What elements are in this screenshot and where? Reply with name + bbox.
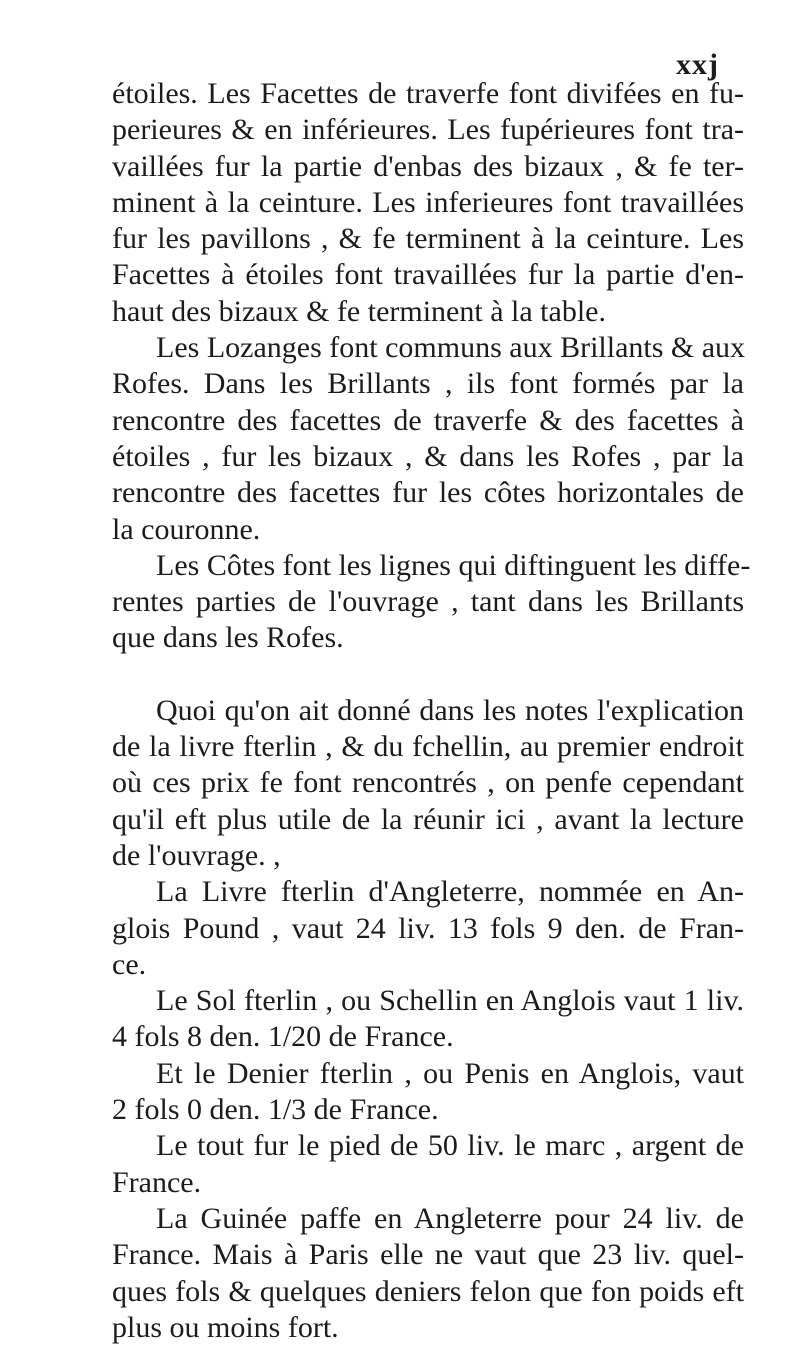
paragraph-p5 xyxy=(112,874,744,983)
page-text xyxy=(112,76,751,1346)
text-line: que dans les Rofes. xyxy=(112,621,344,655)
text-line: plus ou moins fort. xyxy=(112,1310,339,1344)
paragraph-p6 xyxy=(112,983,744,1056)
page-folio: xxj xyxy=(676,48,719,81)
text-line: qu'il eft plus utile de la réunir ici , avant la lecture xyxy=(112,802,744,836)
text-line: étoiles , fur les bizaux , & dans les Rofes , par la xyxy=(112,439,744,473)
text-line: Le tout fur le pied de 50 liv. le marc , argent de xyxy=(156,1129,744,1163)
text-line: de l'ouvrage. , xyxy=(112,838,281,872)
text-line: perieures & en inférieures. Les fupérieures font tra- xyxy=(112,113,744,147)
text-line: rencontre des facettes fur les côtes horizontales de xyxy=(112,476,744,510)
text-line: rencontre des facettes de traverfe & des facettes à xyxy=(112,403,744,437)
text-line: 4 fols 8 den. 1/20 de France. xyxy=(112,1020,454,1054)
text-line: 2 fols 0 den. 1/3 de France. xyxy=(112,1093,439,1127)
paragraph-gap xyxy=(112,657,744,693)
text-line: ce. xyxy=(112,947,147,981)
paragraph-p1 xyxy=(112,76,744,330)
text-line: Le Sol fterlin , ou Schellin en Anglois vaut 1 liv. xyxy=(156,984,744,1018)
text-line: La Livre fterlin d'Angleterre, nommée en An- xyxy=(156,875,744,909)
text-line: rentes parties de l'ouvrage , tant dans les Brillants xyxy=(112,585,744,619)
paragraph-p7 xyxy=(112,1056,744,1129)
text-line: France. Mais à Paris elle ne vaut que 23 liv. quel- xyxy=(112,1238,744,1272)
text-line: Rofes. Dans les Brillants , ils font formés par la xyxy=(112,367,744,401)
text-line: Facettes à étoiles font travaillées fur la partie d'en- xyxy=(112,258,744,292)
text-line: Les Côtes font les lignes qui diftinguent les diffe- xyxy=(156,548,751,582)
text-line: étoiles. Les Facettes de traverfe font divifées en fu- xyxy=(112,77,744,110)
text-line: ques fols & quelques deniers felon que fon poids eft xyxy=(112,1274,744,1308)
text-line: fur les pavillons , & fe terminent à la ceinture. Les xyxy=(112,222,744,256)
paragraph-p8 xyxy=(112,1128,744,1201)
text-line: glois Pound , vaut 24 liv. 13 fols 9 den. de Fran- xyxy=(112,911,744,945)
text-line: France. xyxy=(112,1165,202,1199)
paragraph-p2 xyxy=(112,330,744,548)
text-line: vaillées fur la partie d'enbas des bizaux , & fe ter- xyxy=(112,149,744,183)
text-line: haut des bizaux & fe terminent à la table. xyxy=(112,294,606,328)
paragraph-p9 xyxy=(112,1201,744,1346)
text-line: Les Lozanges font communs aux Brillants & aux xyxy=(156,331,746,365)
text-line: de la livre fterlin , & du fchellin, au premier endroit xyxy=(112,730,744,764)
text-line: minent à la ceinture. Les inferieures font travaillées xyxy=(112,185,744,219)
text-line: Et le Denier fterlin , ou Penis en Anglois, vaut xyxy=(156,1056,744,1090)
text-line: la couronne. xyxy=(112,512,261,546)
text-line: où ces prix fe font rencontrés , on penfe cependant xyxy=(112,766,744,800)
text-line: Quoi qu'on ait donné dans les notes l'explication xyxy=(156,693,744,727)
text-line: La Guinée paffe en Angleterre pour 24 liv. de xyxy=(156,1201,744,1235)
paragraph-p4 xyxy=(112,693,744,874)
paragraph-p3 xyxy=(112,548,751,657)
